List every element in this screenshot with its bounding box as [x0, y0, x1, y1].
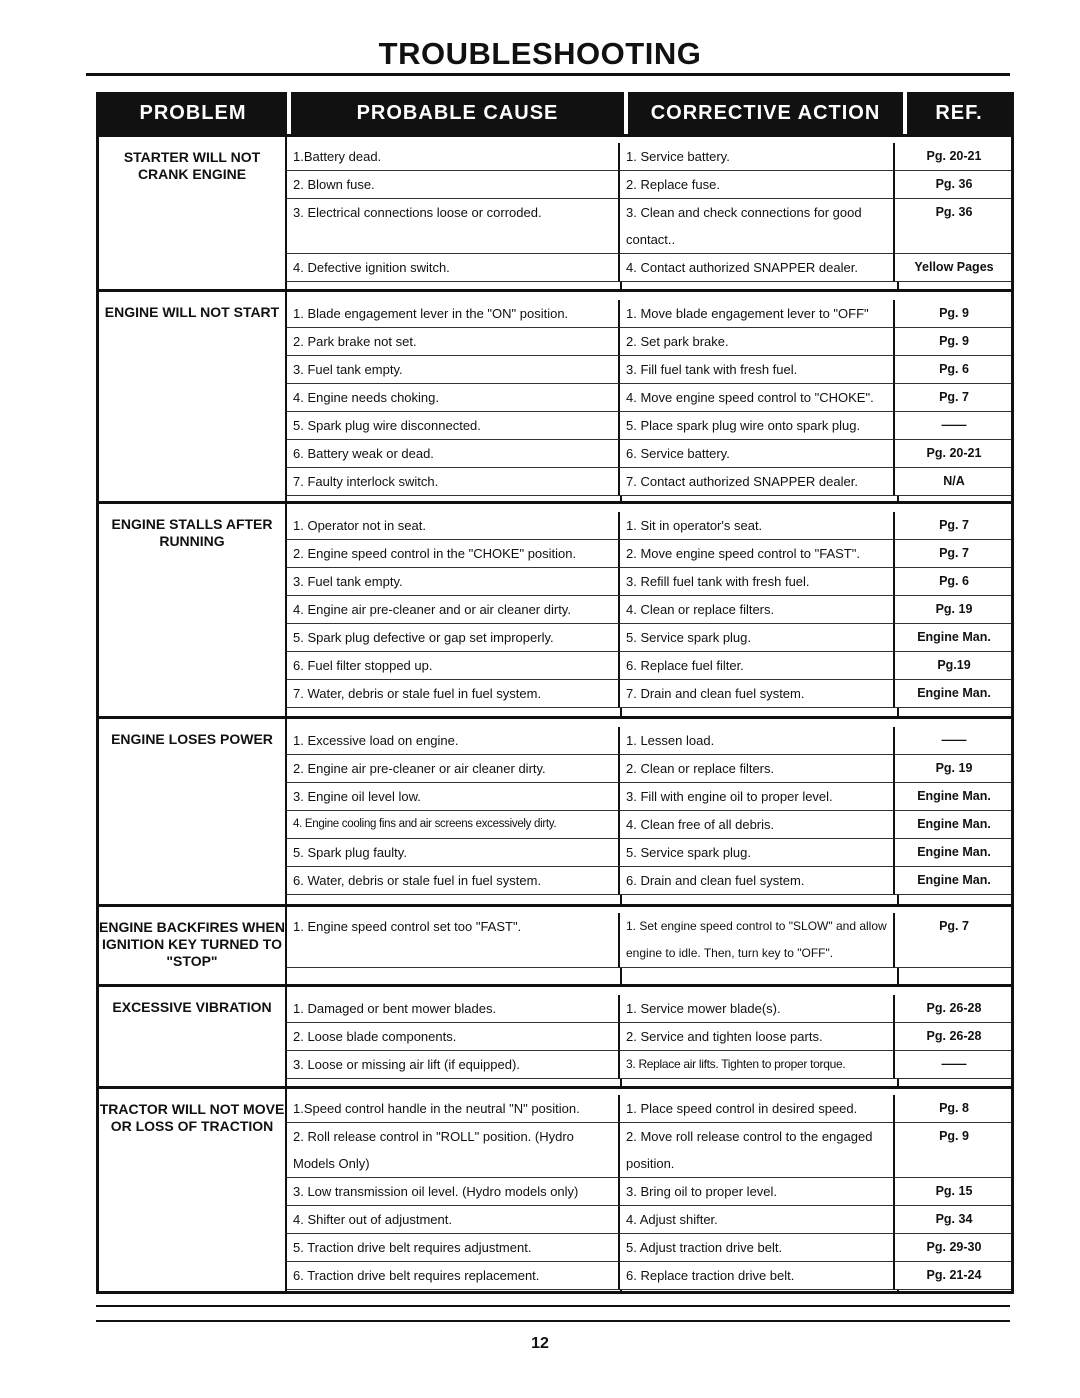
cause-cell: 5. Spark plug wire disconnected. — [287, 412, 620, 440]
problem-section — [99, 716, 1011, 904]
ref-cell: Engine Man. — [895, 839, 1011, 867]
cause-cell: 4. Engine air pre-cleaner and or air cleaner dirty. — [287, 596, 620, 624]
table-row — [287, 512, 1011, 540]
cause-cell: 1. Operator not in seat. — [287, 512, 620, 540]
header-cause: PROBABLE CAUSE — [291, 92, 628, 134]
table-row — [287, 143, 1011, 171]
action-cell: 4. Adjust shifter. — [620, 1206, 895, 1234]
ref-cell: Pg. 19 — [895, 755, 1011, 783]
ref-cell: Pg. 26-28 — [895, 1023, 1011, 1051]
cause-cell: 5. Spark plug defective or gap set improperly. — [287, 624, 620, 652]
table-row — [287, 384, 1011, 412]
table-row — [287, 300, 1011, 328]
action-cell: 1. Service mower blade(s). — [620, 995, 895, 1023]
ref-cell: Pg. 9 — [895, 328, 1011, 356]
action-cell: 3. Replace air lifts. Tighten to proper torque. — [620, 1051, 895, 1079]
action-cell: 4. Clean free of all debris. — [620, 811, 895, 839]
table-row — [287, 867, 1011, 895]
action-cell: 1. Lessen load. — [620, 727, 895, 755]
cause-cell: 3. Fuel tank empty. — [287, 356, 620, 384]
problem-section — [99, 134, 1011, 289]
ref-cell: Pg. 19 — [895, 596, 1011, 624]
table-row — [287, 412, 1011, 440]
problem-section — [99, 289, 1011, 501]
action-cell: 2. Service and tighten loose parts. — [620, 1023, 895, 1051]
table-row — [287, 1123, 1011, 1178]
action-cell: 2. Set park brake. — [620, 328, 895, 356]
cause-cell: 4. Shifter out of adjustment. — [287, 1206, 620, 1234]
table-row — [287, 680, 1011, 708]
cause-cell: 7. Faulty interlock switch. — [287, 468, 620, 496]
action-cell: 3. Fill fuel tank with fresh fuel. — [620, 356, 895, 384]
table-row — [287, 171, 1011, 199]
cell-spacer — [899, 282, 1011, 289]
table-row — [287, 624, 1011, 652]
section-spacer — [287, 496, 1011, 501]
cell-spacer — [287, 708, 622, 716]
cause-cell: 6. Traction drive belt requires replacement. — [287, 1262, 620, 1290]
divider — [96, 1305, 1010, 1307]
table-row — [287, 356, 1011, 384]
ref-cell: Pg. 20-21 — [895, 440, 1011, 468]
divider — [96, 1320, 1010, 1322]
table-row — [287, 596, 1011, 624]
cell-spacer — [287, 895, 622, 904]
ref-cell: N/A — [895, 468, 1011, 496]
ref-cell: Pg. 7 — [895, 913, 1011, 968]
cell-spacer — [899, 968, 1011, 984]
cause-cell: 4. Engine needs choking. — [287, 384, 620, 412]
table-row — [287, 1023, 1011, 1051]
header-ref: REF. — [935, 101, 983, 124]
problem-section — [99, 984, 1011, 1086]
cause-cell: 1. Damaged or bent mower blades. — [287, 995, 620, 1023]
problem-label: ENGINE WILL NOT START — [99, 292, 287, 501]
action-cell: 1. Place speed control in desired speed. — [620, 1095, 895, 1123]
problem-label: ENGINE STALLS AFTER RUNNING — [99, 504, 287, 716]
table-row — [287, 440, 1011, 468]
action-cell: 1. Set engine speed control to "SLOW" and allow engine to idle. Then, turn key to "OFF". — [620, 913, 895, 968]
problem-section — [99, 1086, 1011, 1291]
ref-cell: —— — [895, 1051, 1011, 1079]
action-cell: 1. Sit in operator's seat. — [620, 512, 895, 540]
ref-cell: —— — [895, 727, 1011, 755]
ref-cell: Engine Man. — [895, 867, 1011, 895]
ref-cell: Engine Man. — [895, 624, 1011, 652]
section-spacer — [287, 968, 1011, 984]
cell-spacer — [287, 1079, 622, 1086]
action-cell: 5. Adjust traction drive belt. — [620, 1234, 895, 1262]
ref-cell: Pg. 7 — [895, 512, 1011, 540]
problem-label: ENGINE LOSES POWER — [99, 719, 287, 904]
cause-cell: 1.Speed control handle in the neutral "N" position. — [287, 1095, 620, 1123]
table-row — [287, 995, 1011, 1023]
table-row — [287, 1051, 1011, 1079]
action-cell: 2. Replace fuse. — [620, 171, 895, 199]
action-cell: 1. Move blade engagement lever to "OFF" — [620, 300, 895, 328]
table-row — [287, 254, 1011, 282]
table-row — [287, 1095, 1011, 1123]
cause-cell: 6. Battery weak or dead. — [287, 440, 620, 468]
action-cell: 2. Clean or replace filters. — [620, 755, 895, 783]
ref-cell: Pg. 36 — [895, 199, 1011, 254]
action-cell: 6. Service battery. — [620, 440, 895, 468]
section-spacer — [287, 1290, 1011, 1291]
section-spacer — [287, 708, 1011, 716]
cell-spacer — [899, 895, 1011, 904]
cell-spacer — [287, 496, 622, 501]
action-cell: 6. Replace traction drive belt. — [620, 1262, 895, 1290]
ref-cell: Pg. 6 — [895, 568, 1011, 596]
table-header — [99, 92, 1011, 134]
cause-cell: 2. Loose blade components. — [287, 1023, 620, 1051]
cell-spacer — [622, 496, 899, 501]
cell-spacer — [899, 496, 1011, 501]
ref-cell: Engine Man. — [895, 783, 1011, 811]
header-problem: PROBLEM — [99, 92, 291, 134]
cause-cell: 3. Fuel tank empty. — [287, 568, 620, 596]
cause-cell: 2. Blown fuse. — [287, 171, 620, 199]
action-cell: 3. Clean and check connections for good contact.. — [620, 199, 895, 254]
section-spacer — [287, 282, 1011, 289]
cause-cell: 2. Engine speed control in the "CHOKE" position. — [287, 540, 620, 568]
table-row — [287, 839, 1011, 867]
table-row — [287, 652, 1011, 680]
cause-cell: 6. Fuel filter stopped up. — [287, 652, 620, 680]
cause-cell: 2. Roll release control in "ROLL" position. (Hydro Models Only) — [287, 1123, 620, 1178]
cause-cell: 1. Excessive load on engine. — [287, 727, 620, 755]
ref-cell: Pg. 8 — [895, 1095, 1011, 1123]
table-row — [287, 811, 1011, 839]
troubleshooting-table — [96, 92, 1014, 1294]
action-cell: 5. Service spark plug. — [620, 839, 895, 867]
problem-section — [99, 904, 1011, 984]
cell-spacer — [622, 708, 899, 716]
cause-cell: 4. Engine cooling fins and air screens excessively dirty. — [287, 811, 620, 839]
header-action: CORRECTIVE ACTION — [628, 92, 907, 134]
ref-cell: Pg. 34 — [895, 1206, 1011, 1234]
cell-spacer — [899, 708, 1011, 716]
ref-cell: Pg. 29-30 — [895, 1234, 1011, 1262]
action-cell: 5. Place spark plug wire onto spark plug. — [620, 412, 895, 440]
table-row — [287, 727, 1011, 755]
ref-cell: Engine Man. — [895, 680, 1011, 708]
problem-section — [99, 501, 1011, 716]
cell-spacer — [622, 968, 899, 984]
cause-cell: 4. Defective ignition switch. — [287, 254, 620, 282]
cell-spacer — [287, 968, 622, 984]
table-row — [287, 568, 1011, 596]
action-cell: 2. Move roll release control to the engaged position. — [620, 1123, 895, 1178]
ref-cell: Pg. 6 — [895, 356, 1011, 384]
table-row — [287, 199, 1011, 254]
action-cell: 3. Bring oil to proper level. — [620, 1178, 895, 1206]
cell-spacer — [622, 282, 899, 289]
table-row — [287, 1262, 1011, 1290]
action-cell: 4. Contact authorized SNAPPER dealer. — [620, 254, 895, 282]
cause-cell: 1. Engine speed control set too "FAST". — [287, 913, 620, 968]
cause-cell: 6. Water, debris or stale fuel in fuel system. — [287, 867, 620, 895]
ref-cell: Pg. 15 — [895, 1178, 1011, 1206]
ref-cell: Pg. 7 — [895, 384, 1011, 412]
action-cell: 2. Move engine speed control to "FAST". — [620, 540, 895, 568]
action-cell: 3. Fill with engine oil to proper level. — [620, 783, 895, 811]
ref-cell: Pg.19 — [895, 652, 1011, 680]
cause-cell: 3. Engine oil level low. — [287, 783, 620, 811]
action-cell: 5. Service spark plug. — [620, 624, 895, 652]
ref-cell: Pg. 9 — [895, 1123, 1011, 1178]
ref-cell: Pg. 7 — [895, 540, 1011, 568]
problem-label: EXCESSIVE VIBRATION — [99, 987, 287, 1086]
table-row — [287, 755, 1011, 783]
cause-cell: 5. Traction drive belt requires adjustment. — [287, 1234, 620, 1262]
problem-label: STARTER WILL NOT CRANK ENGINE — [99, 137, 287, 289]
divider — [86, 73, 1010, 76]
ref-cell: Yellow Pages — [895, 254, 1011, 282]
table-row — [287, 1206, 1011, 1234]
cause-cell: 1.Battery dead. — [287, 143, 620, 171]
cell-spacer — [622, 895, 899, 904]
cause-cell: 7. Water, debris or stale fuel in fuel system. — [287, 680, 620, 708]
ref-cell: —— — [895, 412, 1011, 440]
ref-cell: Pg. 20-21 — [895, 143, 1011, 171]
action-cell: 1. Service battery. — [620, 143, 895, 171]
section-spacer — [287, 1079, 1011, 1086]
cause-cell: 2. Park brake not set. — [287, 328, 620, 356]
section-spacer — [287, 895, 1011, 904]
cause-cell: 5. Spark plug faulty. — [287, 839, 620, 867]
action-cell: 4. Move engine speed control to "CHOKE". — [620, 384, 895, 412]
action-cell: 6. Drain and clean fuel system. — [620, 867, 895, 895]
table-row — [287, 540, 1011, 568]
action-cell: 3. Refill fuel tank with fresh fuel. — [620, 568, 895, 596]
cause-cell: 3. Low transmission oil level. (Hydro models only) — [287, 1178, 620, 1206]
ref-cell: Pg. 26-28 — [895, 995, 1011, 1023]
page-number: 12 — [531, 1335, 549, 1352]
table-row — [287, 468, 1011, 496]
ref-cell: Pg. 21-24 — [895, 1262, 1011, 1290]
action-cell: 6. Replace fuel filter. — [620, 652, 895, 680]
table-row — [287, 1234, 1011, 1262]
cell-spacer — [899, 1079, 1011, 1086]
cell-spacer — [287, 282, 622, 289]
action-cell: 7. Contact authorized SNAPPER dealer. — [620, 468, 895, 496]
cause-cell: 1. Blade engagement lever in the "ON" position. — [287, 300, 620, 328]
action-cell: 4. Clean or replace filters. — [620, 596, 895, 624]
cause-cell: 2. Engine air pre-cleaner or air cleaner dirty. — [287, 755, 620, 783]
ref-cell: Engine Man. — [895, 811, 1011, 839]
ref-cell: Pg. 9 — [895, 300, 1011, 328]
table-row — [287, 913, 1011, 968]
cell-spacer — [899, 1290, 1011, 1291]
cause-cell: 3. Loose or missing air lift (if equipped). — [287, 1051, 620, 1079]
page-title: TROUBLESHOOTING — [378, 36, 702, 71]
action-cell: 7. Drain and clean fuel system. — [620, 680, 895, 708]
problem-label: ENGINE BACKFIRES WHEN IGNITION KEY TURNED TO "STOP" — [99, 907, 287, 984]
problem-label: TRACTOR WILL NOT MOVE OR LOSS OF TRACTION — [99, 1089, 287, 1291]
table-row — [287, 1178, 1011, 1206]
table-row — [287, 783, 1011, 811]
cell-spacer — [622, 1290, 899, 1291]
ref-cell: Pg. 36 — [895, 171, 1011, 199]
cell-spacer — [287, 1290, 622, 1291]
cell-spacer — [622, 1079, 899, 1086]
cause-cell: 3. Electrical connections loose or corroded. — [287, 199, 620, 254]
table-row — [287, 328, 1011, 356]
